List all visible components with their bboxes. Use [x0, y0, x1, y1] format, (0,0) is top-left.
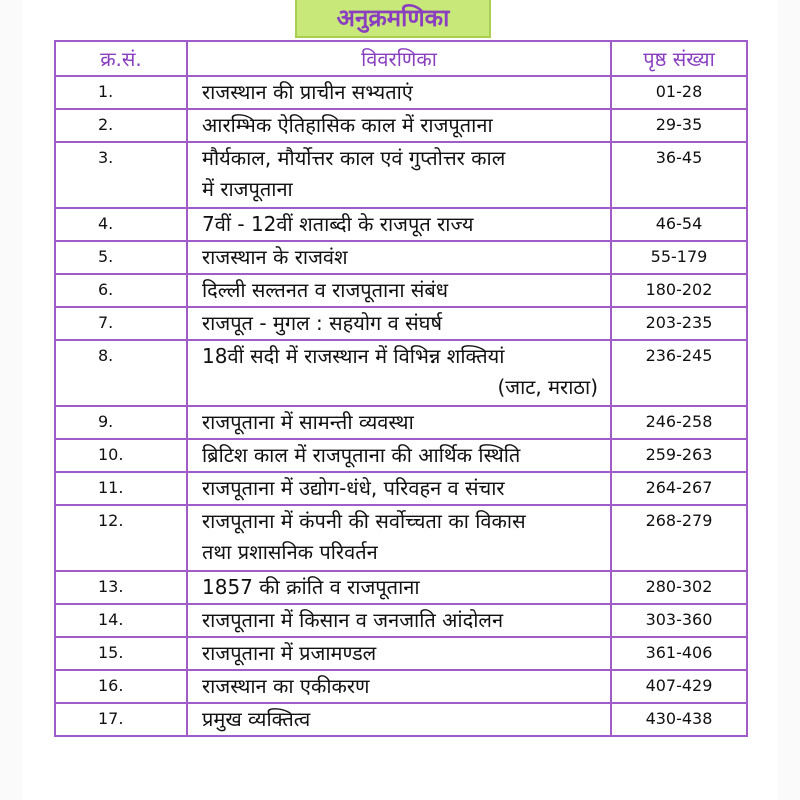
page-range: 407-429 — [611, 670, 747, 703]
chapter-title — [187, 703, 611, 736]
table-row — [55, 439, 747, 472]
table-row — [55, 109, 747, 142]
page-range: 303-360 — [611, 604, 747, 637]
chapter-title-line: 7वीं - 12वीं शताब्दी के राजपूत राज्य — [202, 212, 474, 236]
chapter-title — [187, 637, 611, 670]
table-row — [55, 406, 747, 439]
header-pages: पृष्ठ संख्या — [611, 41, 747, 76]
chapter-title-line: मौर्यकाल, मौर्योत्तर काल एवं गुप्तोत्तर काल — [202, 146, 506, 170]
serial-number: 10. — [55, 439, 187, 472]
serial-number: 16. — [55, 670, 187, 703]
table-row — [55, 505, 747, 571]
page-range: 264-267 — [611, 472, 747, 505]
table-row — [55, 142, 747, 208]
header-serial: क्र.सं. — [55, 41, 187, 76]
chapter-title-line: राजस्थान के राजवंश — [202, 245, 348, 269]
page-range: 55-179 — [611, 241, 747, 274]
chapter-title — [187, 340, 611, 406]
chapter-title-line: राजस्थान की प्राचीन सभ्यताएं — [202, 80, 413, 104]
page-range: 36-45 — [611, 142, 747, 208]
chapter-title-line: दिल्ली सल्तनत व राजपूताना संबंध — [202, 278, 449, 302]
serial-number: 14. — [55, 604, 187, 637]
chapter-title — [187, 604, 611, 637]
chapter-title-line: राजस्थान का एकीकरण — [202, 674, 370, 698]
title-banner — [295, 0, 491, 38]
page-range: 180-202 — [611, 274, 747, 307]
chapter-title — [187, 274, 611, 307]
serial-number: 2. — [55, 109, 187, 142]
page-range: 259-263 — [611, 439, 747, 472]
chapter-title — [187, 670, 611, 703]
chapter-title — [187, 571, 611, 604]
page-range: 203-235 — [611, 307, 747, 340]
page-range: 01-28 — [611, 76, 747, 109]
chapter-title — [187, 472, 611, 505]
table-row — [55, 340, 747, 406]
header-row — [55, 41, 747, 76]
serial-number: 17. — [55, 703, 187, 736]
serial-number: 5. — [55, 241, 187, 274]
table-row — [55, 604, 747, 637]
table-row — [55, 670, 747, 703]
chapter-title-line: प्रमुख व्यक्तित्व — [202, 707, 311, 731]
chapter-title — [187, 208, 611, 241]
table-row — [55, 472, 747, 505]
table-row — [55, 703, 747, 736]
serial-number: 11. — [55, 472, 187, 505]
chapter-title-line: राजपूताना में किसान व जनजाति आंदोलन — [202, 608, 504, 632]
serial-number: 12. — [55, 505, 187, 571]
serial-number: 13. — [55, 571, 187, 604]
chapter-title — [187, 307, 611, 340]
page-range: 236-245 — [611, 340, 747, 406]
document-page — [22, 0, 778, 800]
serial-number: 6. — [55, 274, 187, 307]
chapter-title — [187, 109, 611, 142]
chapter-title-line: ब्रिटिश काल में राजपूताना की आर्थिक स्थिति — [202, 443, 521, 467]
serial-number: 3. — [55, 142, 187, 208]
header-description: विवरणिका — [187, 41, 611, 76]
chapter-subtitle: (जाट, मराठा) — [497, 375, 598, 399]
page-range: 430-438 — [611, 703, 747, 736]
serial-number: 4. — [55, 208, 187, 241]
table-row — [55, 208, 747, 241]
contents-table — [54, 40, 748, 737]
chapter-title — [187, 142, 611, 208]
chapter-title-line: राजपूताना में सामन्ती व्यवस्था — [202, 410, 414, 434]
page-range: 280-302 — [611, 571, 747, 604]
chapter-title — [187, 439, 611, 472]
table-row — [55, 637, 747, 670]
chapter-title — [187, 505, 611, 571]
chapter-title-line: आरम्भिक ऐतिहासिक काल में राजपूताना — [202, 113, 493, 137]
table-row — [55, 76, 747, 109]
chapter-title-line: 18वीं सदी में राजस्थान में विभिन्न शक्तियां — [202, 344, 505, 368]
page-range: 29-35 — [611, 109, 747, 142]
page-range: 268-279 — [611, 505, 747, 571]
chapter-title-line: में राजपूताना — [202, 177, 293, 201]
chapter-title-line: राजपूताना में कंपनी की सर्वोच्चता का विकास — [202, 509, 526, 533]
chapter-title-line: राजपूताना में प्रजामण्डल — [202, 641, 377, 665]
chapter-title-line: तथा प्रशासनिक परिवर्तन — [202, 540, 378, 564]
chapter-title-line: 1857 की क्रांति व राजपूताना — [202, 575, 420, 599]
table-row — [55, 307, 747, 340]
serial-number: 7. — [55, 307, 187, 340]
serial-number: 15. — [55, 637, 187, 670]
chapter-title — [187, 76, 611, 109]
table-row — [55, 241, 747, 274]
page-range: 361-406 — [611, 637, 747, 670]
chapter-title-line: राजपूताना में उद्योग-धंधे, परिवहन व संचार — [202, 476, 505, 500]
chapter-title-line: राजपूत - मुगल : सहयोग व संघर्ष — [202, 311, 443, 335]
page-title: अनुक्रमणिका — [336, 3, 450, 32]
serial-number: 1. — [55, 76, 187, 109]
page-range: 246-258 — [611, 406, 747, 439]
chapter-title — [187, 241, 611, 274]
serial-number: 9. — [55, 406, 187, 439]
chapter-title — [187, 406, 611, 439]
page-range: 46-54 — [611, 208, 747, 241]
serial-number: 8. — [55, 340, 187, 406]
table-row — [55, 571, 747, 604]
table-row — [55, 274, 747, 307]
contents-body — [55, 76, 747, 736]
